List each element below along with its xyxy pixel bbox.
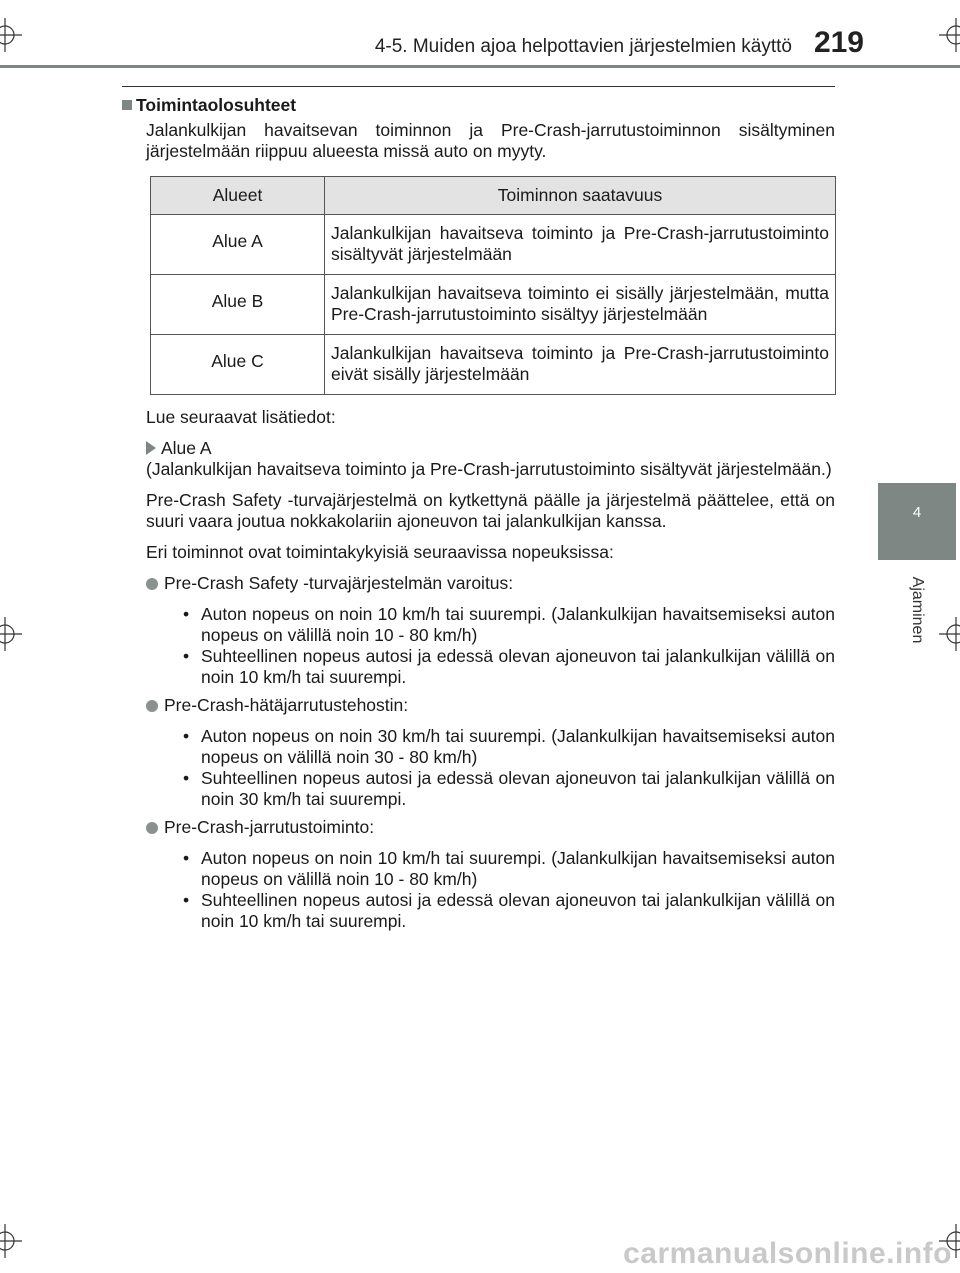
area-a-title: Alue A: [161, 438, 212, 458]
header-rule: [0, 65, 960, 68]
header-section-title: 4-5. Muiden ajoa helpottavien järjestelmien käyttö: [374, 36, 792, 57]
intro-paragraph: Jalankulkijan havaitsevan toiminnon ja Pre-Crash-jarrutustoiminnon sisältyminen järjestelmään riippuu alueesta missä auto on myyty.: [146, 120, 835, 161]
list-item: [146, 646, 835, 688]
bullet-icon: •: [183, 768, 190, 788]
table-header-cell: Alueet: [151, 177, 325, 215]
circle-bullet-icon: [146, 700, 158, 712]
area-a-note: (Jalankulkijan havaitseva toiminto ja Pre-Crash-jarrutustoiminto sisältyvät järjestelmään.): [146, 459, 832, 479]
list-item-text: Auton nopeus on noin 30 km/h tai suurempi. (Jalankulkijan havaitsemiseksi auton nopeus on välillä noin 30 - 80 km/h): [201, 726, 835, 767]
function-title: Pre-Crash Safety -turvajärjestelmän varoitus:: [164, 573, 514, 593]
section-heading: [122, 95, 835, 116]
chapter-number: 4: [912, 504, 922, 521]
list-item: [146, 848, 835, 890]
bullet-icon: •: [183, 646, 190, 666]
list-item: [146, 726, 835, 768]
paragraph: Pre-Crash Safety -turvajärjestelmä on kytkettynä päälle ja järjestelmä päättelee, että on suuri vaara joutua nokkakolariin ajoneuvon tai jalankulkijan kanssa.: [146, 490, 835, 531]
circle-bullet-icon: [146, 822, 158, 834]
function-block: [122, 817, 835, 932]
chapter-label: Ajaminen: [909, 576, 926, 644]
function-title-line: [146, 573, 835, 594]
function-block: [122, 573, 835, 688]
crop-mark-icon: [0, 617, 22, 651]
square-bullet-icon: [122, 100, 132, 110]
region-cell: Alue C: [151, 335, 325, 395]
crop-mark-icon: [939, 18, 960, 52]
function-block: [122, 695, 835, 810]
list-item: [146, 890, 835, 932]
list-item-text: Auton nopeus on noin 10 km/h tai suurempi. (Jalankulkijan havaitsemiseksi auton nopeus on välillä noin 10 - 80 km/h): [201, 848, 835, 889]
list-item-text: Suhteellinen nopeus autosi ja edessä olevan ajoneuvon tai jalankulkijan välillä on noin 10 km/h tai suurempi.: [201, 890, 835, 931]
triangle-bullet-icon: [146, 441, 156, 455]
table-row: [151, 335, 836, 395]
function-title: Pre-Crash-hätäjarrutustehostin:: [164, 695, 409, 715]
bullet-icon: •: [183, 604, 190, 624]
availability-cell: Jalankulkijan havaitseva toiminto ja Pre-Crash-jarrutustoiminto sisältyvät järjestelmään: [325, 215, 836, 275]
list-item-text: Auton nopeus on noin 10 km/h tai suurempi. (Jalankulkijan havaitsemiseksi auton nopeus on välillä noin 10 - 80 km/h): [201, 604, 835, 645]
bullet-icon: •: [183, 726, 190, 746]
crop-mark-icon: [0, 1224, 22, 1258]
area-a-block: [122, 438, 835, 480]
table-row: [151, 275, 836, 335]
function-title: Pre-Crash-jarrutustoiminto:: [164, 817, 375, 837]
main-content: [122, 86, 835, 932]
availability-cell: Jalankulkijan havaitseva toiminto ja Pre-Crash-jarrutustoiminto eivät sisälly järjestelmään: [325, 335, 836, 395]
chapter-tab: [878, 483, 956, 560]
page-number: 219: [813, 26, 864, 59]
list-item: [146, 604, 835, 646]
table-header-cell: Toiminnon saatavuus: [325, 177, 836, 215]
paragraph: Eri toiminnot ovat toimintakykyisiä seuraavissa nopeuksissa:: [146, 542, 614, 562]
list-item-text: Suhteellinen nopeus autosi ja edessä olevan ajoneuvon tai jalankulkijan välillä on noin 10 km/h tai suurempi.: [201, 646, 835, 687]
availability-table: [150, 176, 836, 395]
section-rule: [122, 86, 835, 87]
bullet-icon: •: [183, 848, 190, 868]
list-item-text: Suhteellinen nopeus autosi ja edessä olevan ajoneuvon tai jalankulkijan välillä on noin 30 km/h tai suurempi.: [201, 768, 835, 809]
table-header-row: [151, 177, 836, 215]
region-cell: Alue A: [151, 215, 325, 275]
list-item: [146, 768, 835, 810]
circle-bullet-icon: [146, 578, 158, 590]
function-title-line: [146, 695, 835, 716]
watermark: carmanualsonline.info: [623, 1237, 952, 1270]
crop-mark-icon: [939, 617, 960, 651]
function-title-line: [146, 817, 835, 838]
more-info-text: Lue seuraavat lisätiedot:: [146, 407, 336, 427]
region-cell: Alue B: [151, 275, 325, 335]
availability-cell: Jalankulkijan havaitseva toiminto ei sisälly järjestelmään, mutta Pre-Crash-jarrutustoiminto sisältyy järjestelmään: [325, 275, 836, 335]
crop-mark-icon: [0, 18, 22, 52]
section-title: Toimintaolosuhteet: [136, 95, 297, 115]
table-row: [151, 215, 836, 275]
bullet-icon: •: [183, 890, 190, 910]
area-a-title-line: [146, 438, 835, 459]
